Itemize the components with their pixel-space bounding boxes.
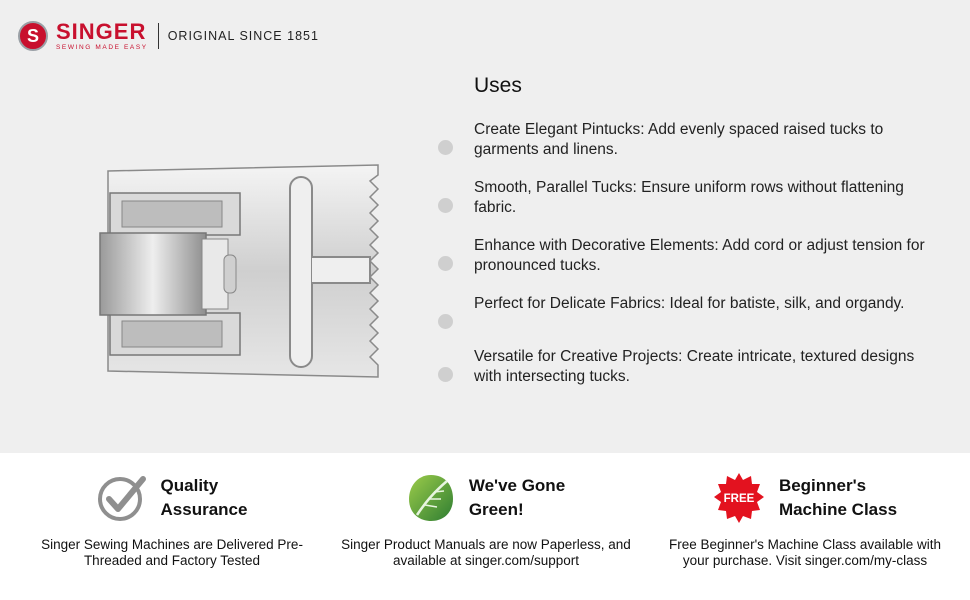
bullet-icon <box>438 140 453 155</box>
free-badge-icon <box>713 472 765 524</box>
feature-title <box>469 474 565 522</box>
feature-description: Singer Product Manuals are now Paperless, and available at singer.com/support <box>341 537 631 568</box>
brand-header <box>18 18 319 54</box>
feature-title-line: Beginner's <box>778 476 867 495</box>
use-text: Smooth, Parallel Tucks: Ensure uniform rows without flattening fabric. <box>474 179 904 216</box>
use-text: Perfect for Delicate Fabrics: Ideal for batiste, silk, and organdy. <box>474 295 905 312</box>
bullet-icon <box>438 314 453 329</box>
use-item <box>474 294 944 329</box>
use-item <box>474 236 944 276</box>
feature-title-line: Quality <box>160 476 219 495</box>
uses-section <box>474 74 944 405</box>
feature-header <box>655 467 955 529</box>
bullet-icon <box>438 367 453 382</box>
brand-name: SINGER <box>56 18 147 44</box>
bullet-icon <box>438 198 453 213</box>
feature-title-line: Green! <box>468 500 524 519</box>
features-strip <box>0 453 970 600</box>
feature-description: Singer Sewing Machines are Delivered Pre-Threaded and Factory Tested <box>41 537 303 568</box>
feature-title-line: We've Gone <box>468 476 566 495</box>
use-text: Create Elegant Pintucks: Add evenly spaced raised tucks to garments and linens. <box>474 121 884 158</box>
feature-header <box>336 467 636 529</box>
feature-title <box>779 474 897 522</box>
pintuck-presser-foot-image <box>98 163 382 379</box>
use-text: Versatile for Creative Projects: Create intricate, textured designs with intersecting tucks. <box>474 348 915 385</box>
feature-title-line: Assurance <box>160 500 248 519</box>
feature-description: Free Beginner's Machine Class available with your purchase. Visit singer.com/my-class <box>669 537 941 568</box>
feature-header <box>22 467 322 529</box>
feature-gone-green <box>336 467 636 569</box>
logo-text <box>56 18 148 52</box>
use-item <box>474 120 944 160</box>
feature-title-line: Machine Class <box>778 500 898 519</box>
bullet-icon <box>438 256 453 271</box>
since-text: ORIGINAL SINCE 1851 <box>167 29 319 43</box>
use-text: Enhance with Decorative Elements: Add cord or adjust tension for pronounced tucks. <box>474 237 925 274</box>
feature-quality-assurance <box>22 467 322 569</box>
leaf-icon <box>407 473 455 523</box>
brand-tagline: SEWING MADE EASY <box>56 43 148 51</box>
feature-title <box>161 474 248 522</box>
use-item <box>474 178 944 218</box>
uses-title: Uses <box>474 74 522 97</box>
use-item <box>474 347 944 387</box>
free-badge-text: FREE <box>723 493 755 505</box>
checkmark-icon <box>97 473 147 523</box>
singer-logo-icon: S <box>18 21 48 51</box>
feature-machine-class <box>655 467 955 569</box>
header-divider <box>158 23 159 49</box>
